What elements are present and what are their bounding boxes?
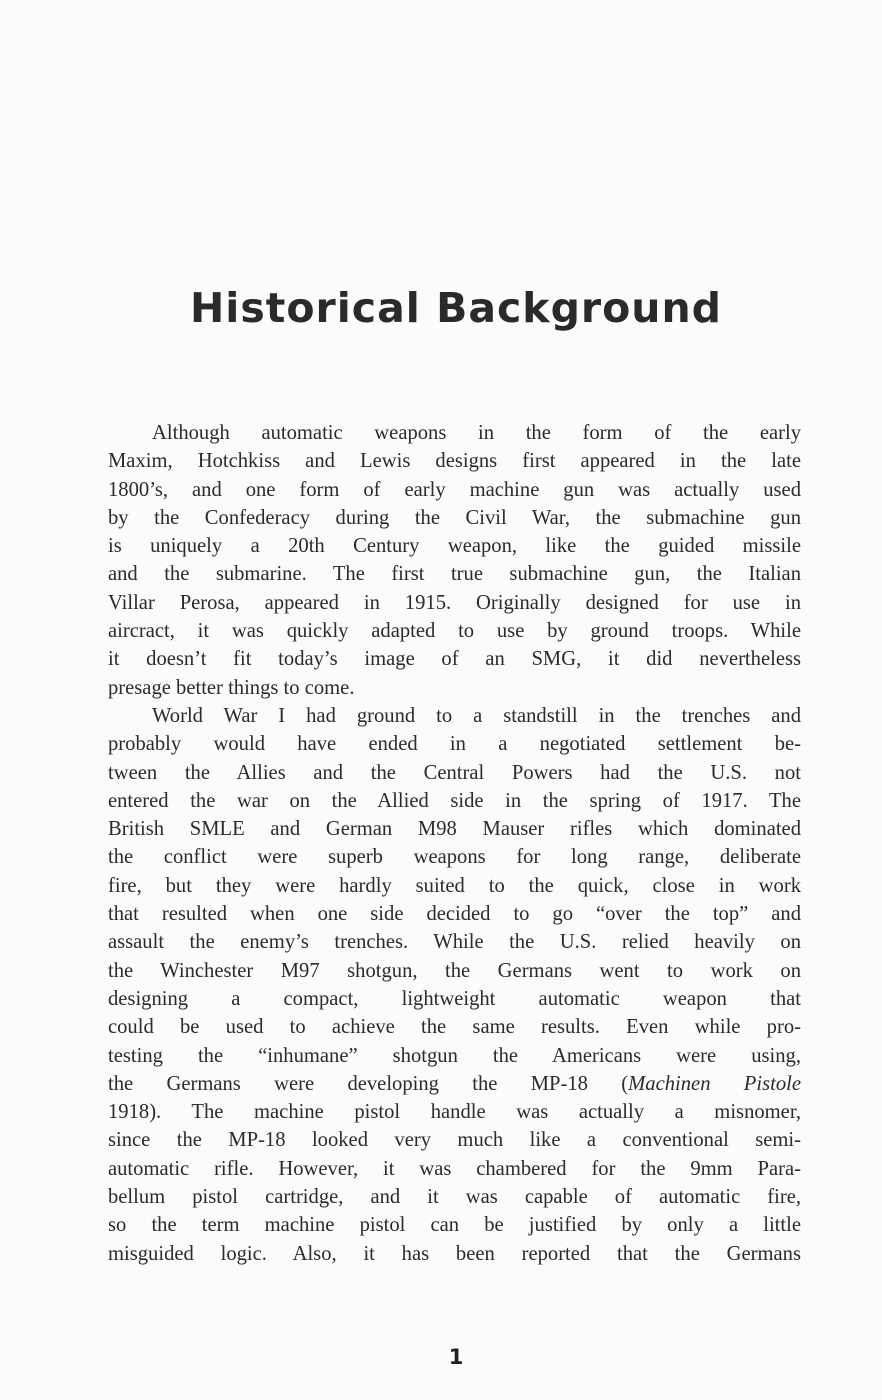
text-line: aircract, it was quickly adapted to use by ground troops. While bbox=[108, 620, 801, 643]
text-line: misguided logic. Also, it has been reported that the Germans bbox=[108, 1242, 801, 1265]
text-line: testing the “inhumane” shotgun the Americans were using, bbox=[108, 1044, 801, 1067]
text-line: designing a compact, lightweight automatic weapon that bbox=[108, 987, 801, 1010]
text-line: since the MP-18 looked very much like a conventional semi- bbox=[108, 1129, 801, 1152]
text-line: Maxim, Hotchkiss and Lewis designs first appeared in the late bbox=[108, 450, 801, 473]
text-line bbox=[108, 1070, 801, 1098]
text-line: it doesn’t fit today’s image of an SMG, it did nevertheless bbox=[108, 648, 801, 671]
text-line: presage better things to come. bbox=[108, 676, 355, 699]
text-line: the conflict were superb weapons for long range, deliberate bbox=[108, 846, 801, 869]
text-line: British SMLE and German M98 Mauser rifles which dominated bbox=[108, 818, 801, 841]
text-segment: the Germans were developing the MP-18 ( bbox=[108, 1072, 629, 1095]
text-line: that resulted when one side decided to go “over the top” and bbox=[108, 903, 801, 926]
text-line: assault the enemy’s trenches. While the U.S. relied heavily on bbox=[108, 931, 801, 954]
text-line: 1800’s, and one form of early machine gun was actually used bbox=[108, 478, 801, 501]
italic-term: Machinen Pistole bbox=[628, 1072, 801, 1095]
text-line: and the submarine. The first true submachine gun, the Italian bbox=[108, 563, 801, 586]
text-line: could be used to achieve the same results. Even while pro- bbox=[108, 1016, 801, 1039]
text-line: the Winchester M97 shotgun, the Germans went to work on bbox=[108, 959, 801, 982]
text-line: probably would have ended in a negotiated settlement be- bbox=[108, 733, 801, 756]
text-line: Although automatic weapons in the form of the early bbox=[152, 422, 801, 444]
text-line: Villar Perosa, appeared in 1915. Originally designed for use in bbox=[108, 591, 801, 614]
chapter-title: Historical Background bbox=[189, 284, 723, 332]
text-line: by the Confederacy during the Civil War, the submachine gun bbox=[108, 506, 801, 529]
paragraph-2 bbox=[108, 702, 801, 1268]
text-line: so the term machine pistol can be justified by only a little bbox=[108, 1214, 801, 1237]
text-line: fire, but they were hardly suited to the quick, close in work bbox=[108, 874, 801, 897]
text-line: entered the war on the Allied side in the spring of 1917. The bbox=[108, 789, 801, 812]
body-text bbox=[108, 419, 801, 1268]
text-line: 1918). The machine pistol handle was actually a misnomer, bbox=[108, 1101, 801, 1124]
text-line: tween the Allies and the Central Powers had the U.S. not bbox=[108, 761, 801, 784]
text-line: automatic rifle. However, it was chambered for the 9mm Para- bbox=[108, 1157, 801, 1180]
text-line: bellum pistol cartridge, and it was capable of automatic fire, bbox=[108, 1186, 801, 1209]
text-line: is uniquely a 20th Century weapon, like the guided missile bbox=[108, 535, 801, 558]
text-line: World War I had ground to a standstill in the trenches and bbox=[152, 704, 801, 727]
page-number: 1 bbox=[448, 1345, 464, 1369]
paragraph-1 bbox=[108, 419, 801, 702]
